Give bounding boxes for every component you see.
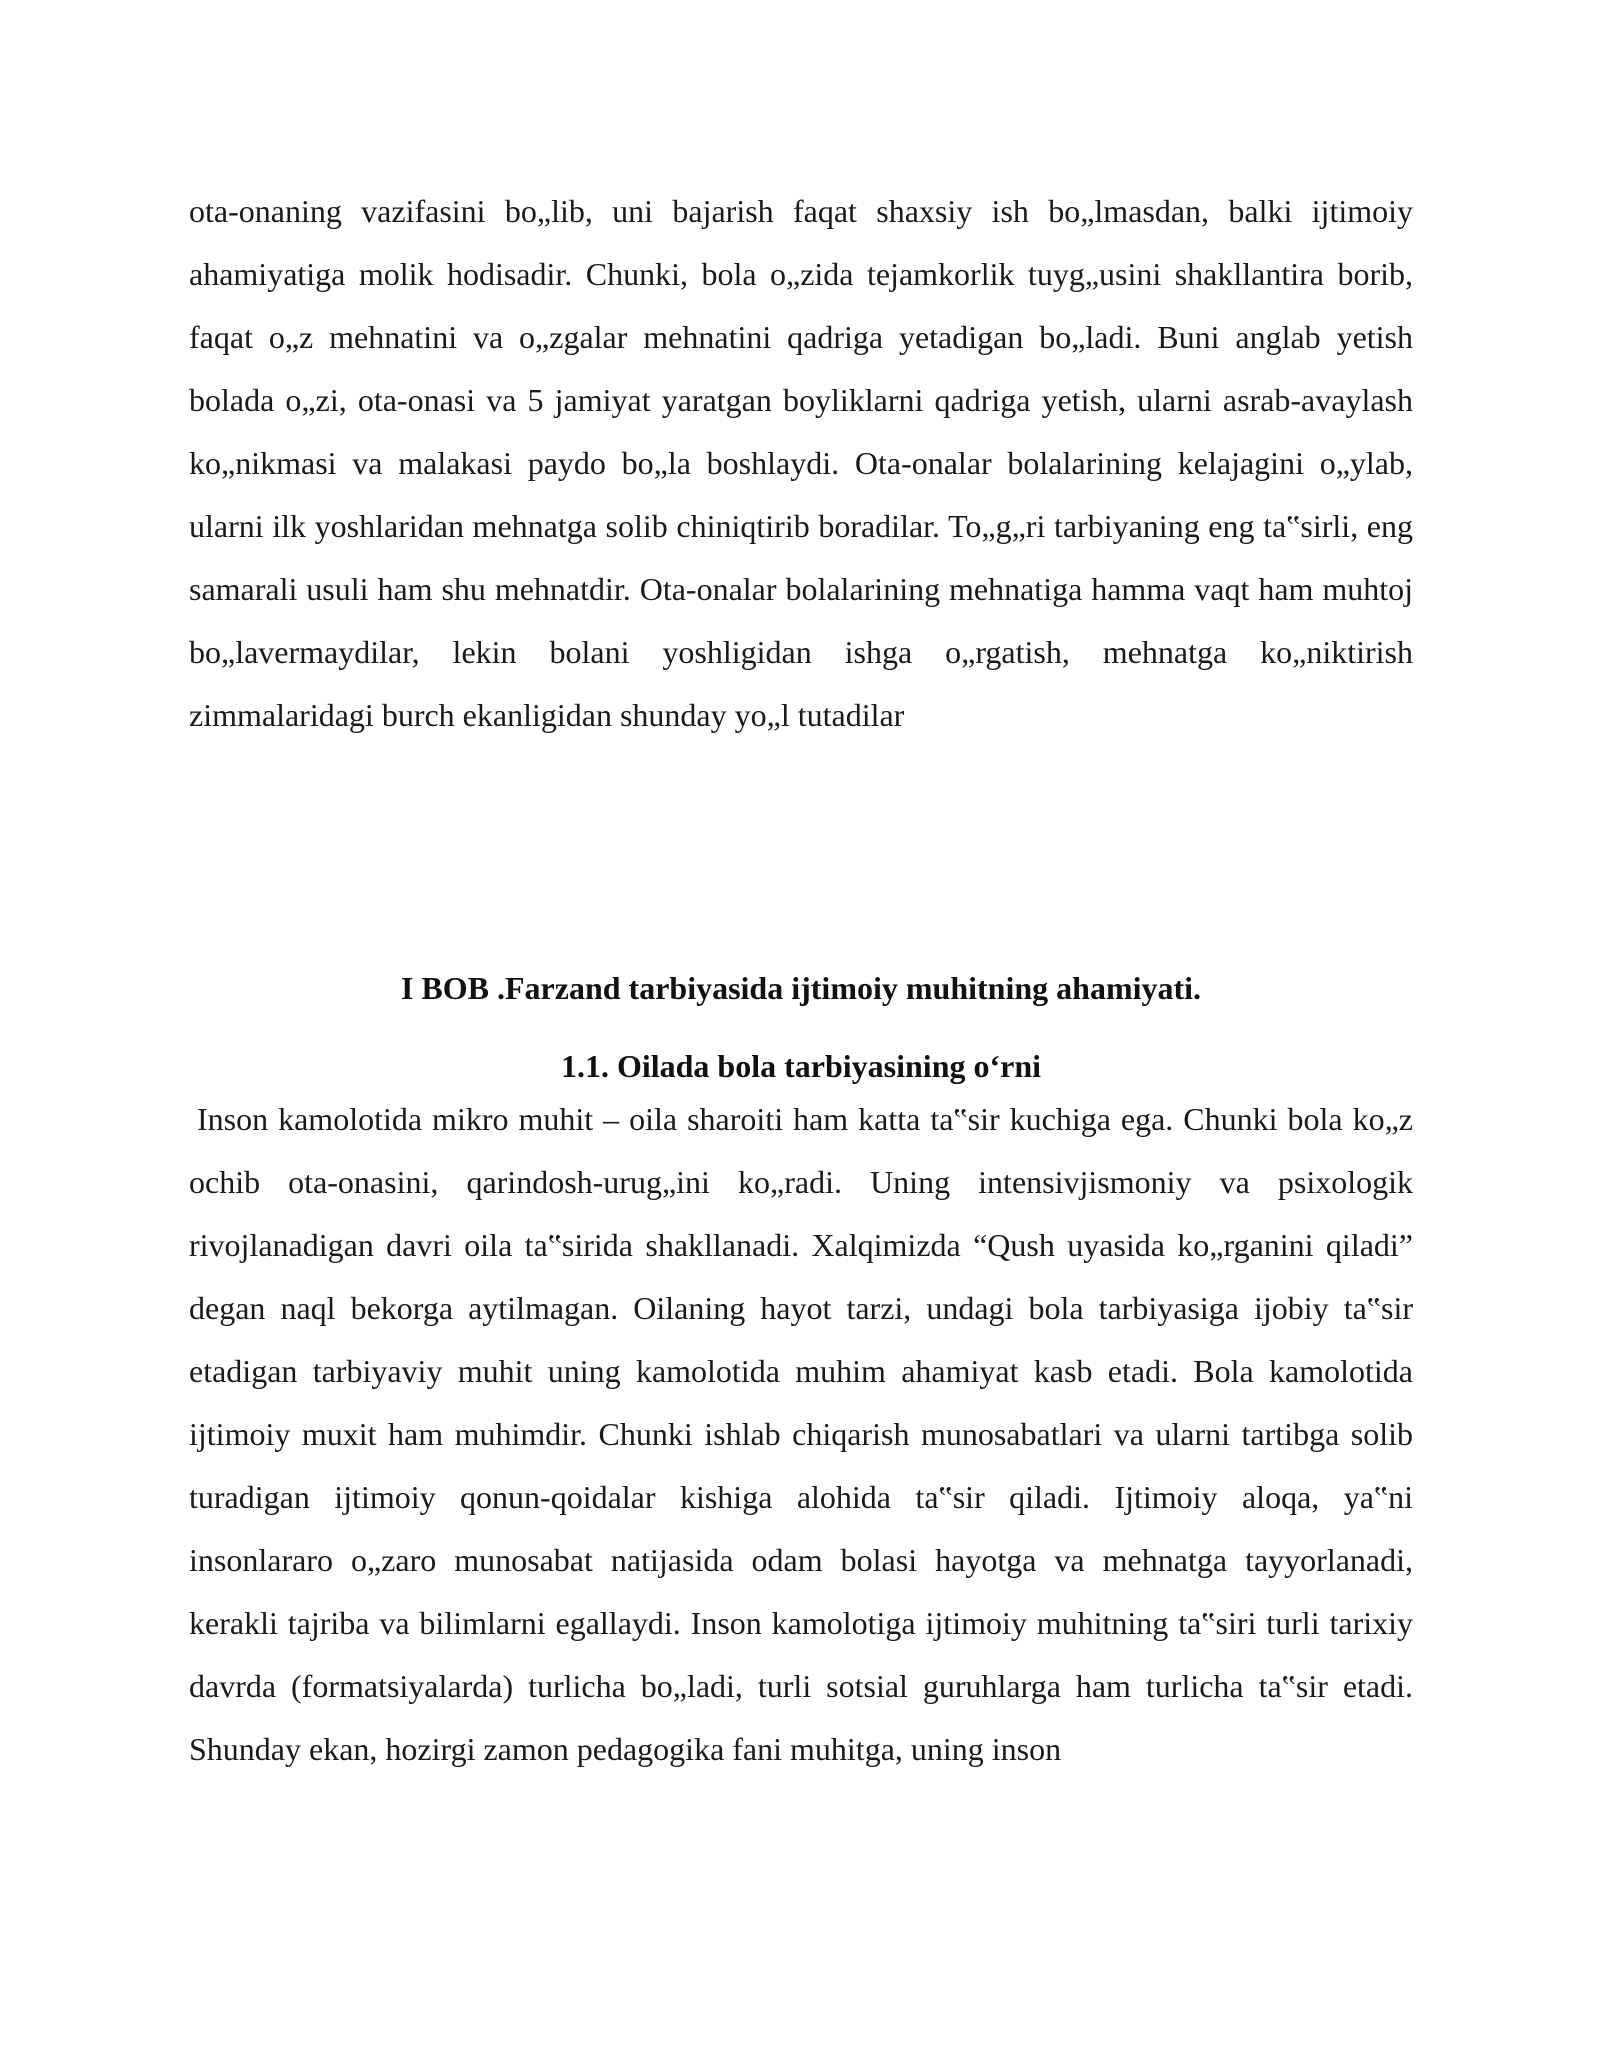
body-paragraph-2: Inson kamolotida mikro muhit – oila sharoiti ham katta ta‟sir kuchiga ega. Chunki bola ko„z ochib ota-onasini, qarindosh-urug„ini ko„radi. Uning intensivjismoniy va psixologik rivojlanadigan davri oila ta‟sirida shakllanadi. Xalqimizda “Qush uyasida ko„rganini qiladi” degan naql bekorga aytilmagan. Oilaning hayot tarzi, undagi bola tarbiyasiga ijobiy ta‟sir etadigan tarbiyaviy muhit uning kamolotida muhim ahamiyat kasb etadi. Bola kamolotida ijtimoiy muxit ham muhimdir. Chunki ishlab chiqarish munosabatlari va ularni tartibga solib turadigan ijtimoiy qonun-qoidalar kishiga alohida ta‟sir qiladi. Ijtimoiy aloqa, ya‟ni insonlararo o„zaro munosabat natijasida odam bolasi hayotga va mehnatga tayyorlanadi, kerakli tajriba va bilimlarni egallaydi. Inson kamolotiga ijtimoiy muhitning ta‟siri turli tarixiy davrda (formatsiyalarda) turlicha bo„ladi, turli sotsial guruhlarga ham turlicha ta‟sir etadi. Shunday ekan, hozirgi zamon pedagogika fani muhitga, uning inson — [189, 1101, 1413, 1767]
body-paragraph-1: ota-onaning vazifasini bo„lib, uni bajarish faqat shaxsiy ish bo„lmasdan, balki ijtimoiy ahamiyatiga molik hodisadir. Chunki, bola o„zida tejamkorlik tuyg„usini shakllantira borib, faqat o„z mehnatini va o„zgalar mehnatini qadriga yetadigan bo„ladi. Buni anglab yetish bolada o„zi, ota-onasi va 5 jamiyat yaratgan boyliklarni qadriga yetish, ularni asrab-avaylash ko„nikmasi va malakasi paydo bo„la boshlaydi. Ota-onalar bolalarining kelajagini o„ylab, ularni ilk yoshlaridan mehnatga solib chiniqtirib boradilar. To„g„ri tarbiyaning eng ta‟sirli, eng samarali usuli ham shu mehnatdir. Ota-onalar bolalarining mehnatiga hamma vaqt ham muhtoj bo„lavermaydilar, lekin bolani yoshligidan ishga o„rgatish, mehnatga ko„niktirish zimmalaridagi burch ekanligidan shunday yo„l tutadilar — [189, 193, 1413, 733]
chapter-title: I BOB .Farzand tarbiyasida ijtimoiy muhitning ahamiyati. — [400, 970, 1202, 1006]
section-title: 1.1. Oilada bola tarbiyasining o‘rni — [560, 1048, 1042, 1084]
